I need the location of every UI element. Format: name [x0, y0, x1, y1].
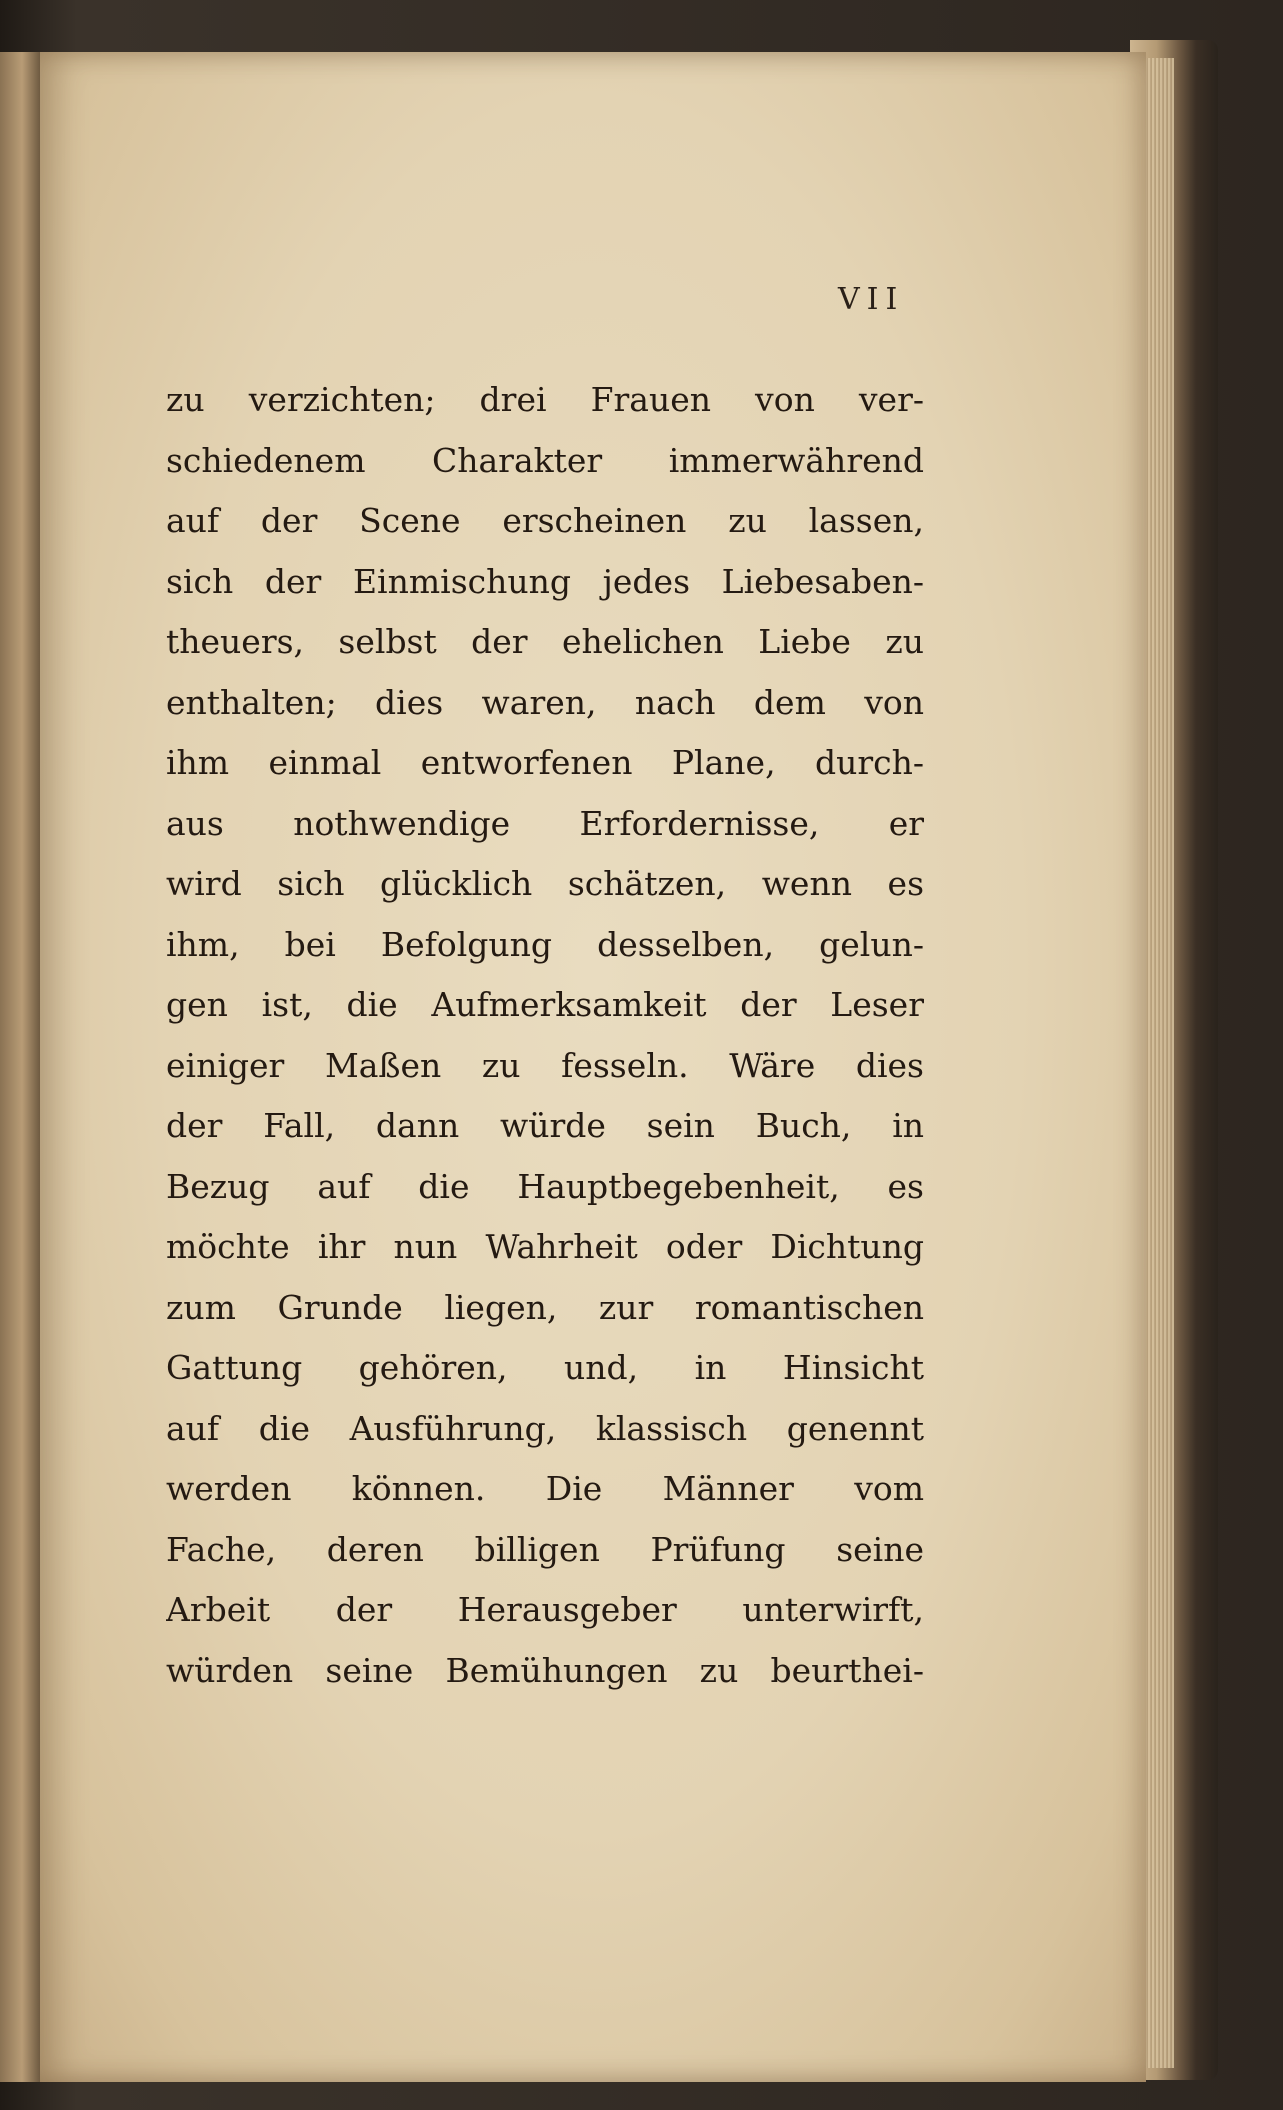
text-line: werden können. Die Männer vom	[166, 1469, 924, 1508]
text-line: möchte ihr nun Wahrheit oder Dichtung	[166, 1227, 924, 1266]
text-line: Fache, deren billigen Prüfung seine	[166, 1529, 924, 1569]
text-line: Gattung gehören, und, in Hinsicht	[166, 1348, 924, 1387]
facing-page-edge	[0, 52, 43, 2082]
text-line: Bezug auf die Hauptbegebenheit, es	[166, 1166, 924, 1206]
text-line: zu verzichten; drei Frauen von ver-	[166, 380, 924, 419]
text-line: theuers, selbst der ehelichen Liebe zu	[166, 622, 924, 661]
text-line: aus nothwendige Erfordernisse, er	[166, 803, 924, 843]
text-line: sich der Einmischung jedes Liebesaben-	[166, 561, 924, 601]
text-line: gen ist, die Aufmerksamkeit der Leser	[166, 985, 924, 1024]
text-line: einiger Maßen zu fesseln. Wäre dies	[166, 1045, 924, 1085]
page-text-block	[166, 370, 924, 1701]
text-line: auf die Ausführung, klassisch genennt	[166, 1408, 924, 1448]
page-number: VII	[838, 282, 905, 317]
text-line: zum Grunde liegen, zur romantischen	[166, 1287, 924, 1327]
text-line: würden seine Bemühungen zu beurthei-	[166, 1650, 924, 1690]
text-line: ihm einmal entworfenen Plane, durch-	[166, 743, 924, 782]
text-line: ihm, bei Befolgung desselben, gelun-	[166, 924, 924, 964]
text-line: enthalten; dies waren, nach dem von	[166, 682, 924, 722]
text-line: schiedenem Charakter immerwährend	[166, 440, 924, 480]
text-line: der Fall, dann würde sein Buch, in	[166, 1106, 924, 1145]
text-line: Arbeit der Herausgeber unterwirft,	[166, 1590, 924, 1629]
text-line: wird sich glücklich schätzen, wenn es	[166, 864, 924, 903]
text-line: auf der Scene erscheinen zu lassen,	[166, 501, 924, 540]
